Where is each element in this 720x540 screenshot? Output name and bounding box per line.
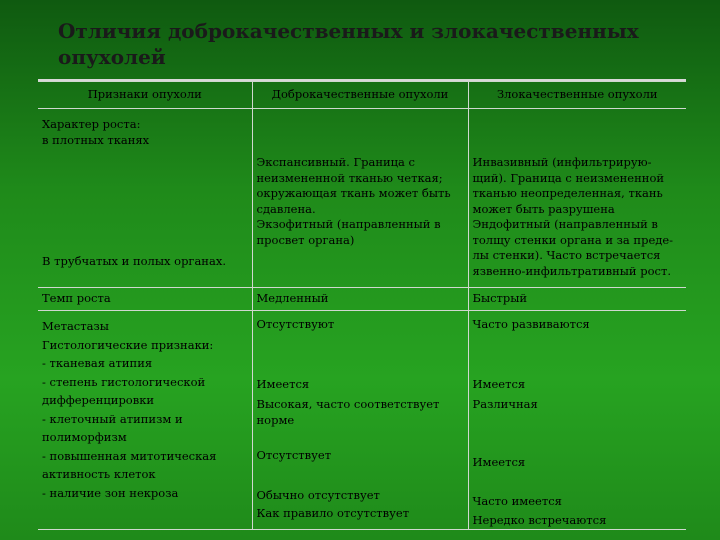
benign-cell-atypia: Отсутствует [256, 448, 332, 462]
row-metastasis-histology [38, 311, 686, 530]
histology-feature-line: полиморфизм [42, 430, 127, 444]
growth-malignant-line: лы стенки). Часто встречается [472, 248, 661, 262]
histology-benign-cell [252, 311, 468, 530]
growth-benign-line: окружающая ткань может быть [256, 186, 451, 200]
title-line-1: Отличия доброкачественных и злокачественных [58, 19, 639, 43]
header-row [38, 82, 686, 109]
growth-benign-line: сдавлена. [256, 201, 316, 216]
histology-feature-line: - клеточный атипизм и [42, 411, 183, 426]
growth-benign-line: Экзофитный (направленный в [256, 217, 441, 231]
growth-malignant-line: Эндофитный (направленный в [472, 217, 658, 231]
benign-metastasis: Отсутствуют [256, 317, 335, 331]
growth-benign-line: просвет органа) [256, 232, 355, 247]
title-line-2: опухолей [58, 45, 166, 69]
growth-malignant-cell [468, 109, 686, 288]
malignant-mitotic: Часто имеется [472, 494, 562, 508]
histology-malignant-cell [468, 311, 686, 530]
growth-dense-label: в плотных тканях [42, 132, 150, 147]
growth-malignant-line: Инвазивный (инфильтрирую- [472, 155, 652, 169]
malignant-tissue-atypia: Имеется [472, 376, 526, 391]
histology-feature-line: Гистологические признаки: [42, 337, 214, 352]
rate-benign-cell: Медленный [252, 288, 468, 311]
histology-feature-line: дифференцировки [42, 393, 155, 407]
benign-necrosis: Как правило отсутствует [256, 506, 410, 520]
growth-label: Характер роста: [42, 117, 141, 131]
growth-feature-cell [38, 109, 252, 288]
header-benign: Доброкачественные опухоли [252, 82, 468, 109]
benign-differentiation: норме [256, 412, 295, 427]
benign-tissue-atypia: Имеется [256, 376, 310, 391]
row-growth [38, 109, 686, 288]
growth-malignant-line: толщу стенки органа и за преде- [472, 232, 674, 247]
benign-mitotic: Обычно отсутствует [256, 487, 380, 502]
header-features: Признаки опухоли [38, 82, 252, 109]
histology-feature-line: - степень гистологической [42, 374, 206, 389]
growth-benign-cell [252, 109, 468, 288]
slide-title [58, 18, 678, 70]
growth-benign-line: Экспансивный. Граница с [256, 155, 415, 169]
histology-feature-line: - тканевая атипия [42, 356, 153, 370]
malignant-necrosis: Нередко встречаются [472, 512, 607, 527]
growth-hollow-label: В трубчатых и полых органах. [42, 253, 226, 268]
growth-malignant-line: язвенно-инфильтративный рост. [472, 263, 671, 278]
growth-malignant-line: тканью неопределенная, ткань [472, 186, 663, 200]
histology-feature-line: Метастазы [42, 319, 109, 333]
rate-feature-cell: Темп роста [38, 288, 252, 311]
growth-benign-line: неизмененной тканью четкая; [256, 170, 443, 185]
malignant-cell-atypia: Имеется [472, 454, 526, 469]
benign-differentiation: Высокая, часто соответствует [256, 397, 440, 411]
malignant-metastasis: Часто развиваются [472, 317, 590, 331]
growth-malignant-line: щий). Граница с неизмененной [472, 170, 665, 185]
histology-feature-line: активность клеток [42, 467, 156, 481]
malignant-differentiation: Различная [472, 397, 538, 411]
histology-feature-line: - наличие зон некроза [42, 485, 179, 500]
rate-malignant-cell: Быстрый [468, 288, 686, 311]
growth-malignant-line: может быть разрушена [472, 201, 615, 216]
comparison-table [38, 81, 686, 530]
histology-feature-cell [38, 311, 252, 530]
header-malignant: Злокачественные опухоли [468, 82, 686, 109]
row-rate [38, 288, 686, 311]
histology-feature-line: - повышенная митотическая [42, 448, 217, 463]
